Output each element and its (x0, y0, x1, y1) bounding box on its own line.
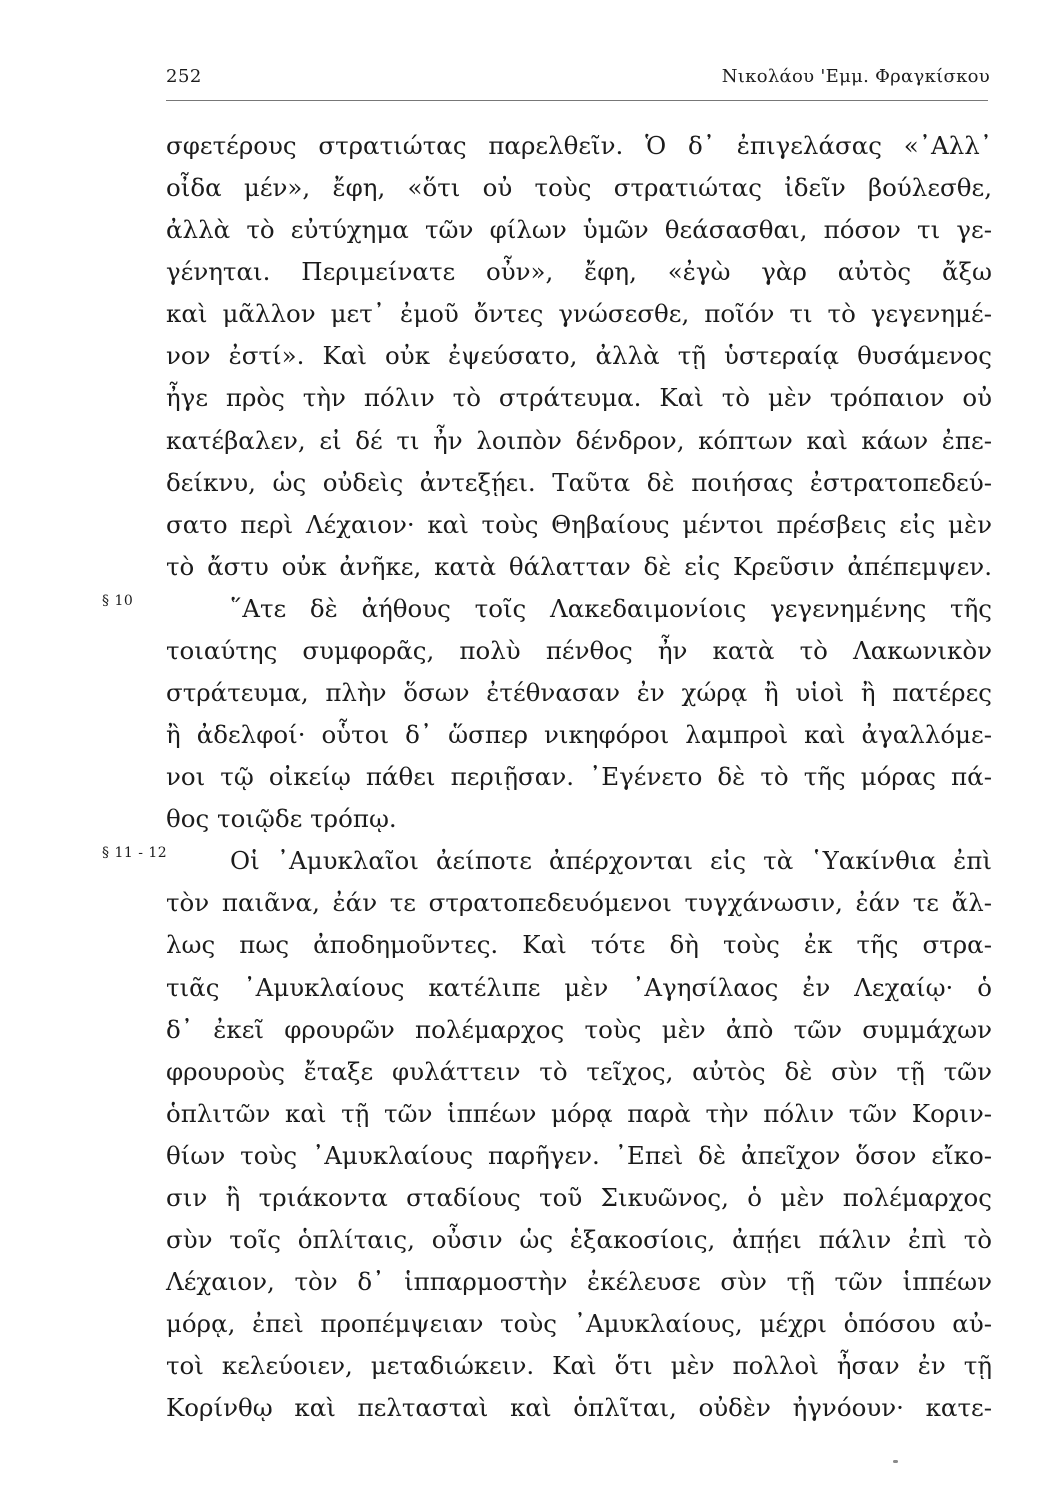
text-line: θος τοιῷδε τρόπῳ. (166, 804, 397, 834)
text-line: σατο περὶ Λέχαιον· καὶ τοὺς Θηβαίους μέντοι πρέσβεις εἰς μὲν (166, 509, 992, 539)
text-line: τοιαύτης συμφορᾶς, πολὺ πένθος ἦν κατὰ τὸ Λακωνικὸν (166, 635, 992, 665)
text-line: καὶ μᾶλλον μετ᾽ ἐμοῦ ὄντες γνώσεσθε, ποῖόν τι τὸ γεγενημέ- (166, 299, 992, 329)
text-line: τὸ ἄστυ οὐκ ἀνῆκε, κατὰ θάλατταν δὲ εἰς Κρεῦσιν ἀπέπεμψεν. (166, 551, 992, 581)
text-line: κατέβαλεν, εἰ δέ τι ἦν λοιπὸν δένδρον, κόπτων καὶ κάων ἐπε- (166, 425, 992, 455)
paragraph-start-line (102, 588, 992, 630)
header-rule (166, 100, 988, 101)
text-line: ὁπλιτῶν καὶ τῇ τῶν ἱππέων μόρᾳ παρὰ τὴν πόλιν τῶν Κοριν- (166, 1098, 992, 1128)
text-line: ῞Ατε δὲ ἀήθους τοῖς Λακεδαιμονίοις γεγενημένης τῆς (230, 593, 992, 623)
paragraph-start-line (102, 840, 992, 882)
body-text (102, 125, 992, 1429)
text-line: σφετέρους στρατιώτας παρελθεῖν. Ὁ δ᾽ ἐπιγελάσας «᾽Αλλ᾽ (166, 131, 992, 160)
text-line: τὸν παιᾶνα, ἐάν τε στρατοπεδευόμενοι τυγχάνωσιν, ἐάν τε ἄλ- (166, 888, 992, 918)
text-line: τιᾶς ᾽Αμυκλαίους κατέλιπε μὲν ᾽Αγησίλαος ἐν Λεχαίῳ· ὁ (166, 972, 992, 1002)
page-number: 252 (166, 66, 202, 87)
section-marker: § 10 (102, 592, 134, 609)
text-line: οἶδα μέν», ἔφη, «ὅτι οὐ τοὺς στρατιώτας ἰδεῖν βούλεσθε, (166, 173, 992, 203)
page-header (166, 66, 990, 96)
text-line: στράτευμα, πλὴν ὅσων ἐτέθνασαν ἐν χώρᾳ ἢ υἱοὶ ἢ πατέρες (166, 678, 992, 708)
text-line: Λέχαιον, τὸν δ᾽ ἱππαρμοστὴν ἐκέλευσε σὺν τῇ τῶν ἱππέων (166, 1267, 992, 1297)
text-line: ἀλλὰ τὸ εὐτύχημα τῶν φίλων ὑμῶν θεάσασθαι, πόσον τι γε- (166, 215, 992, 245)
text-line: θίων τοὺς ᾽Αμυκλαίους παρῆγεν. ᾽Επεὶ δὲ ἀπεῖχον ὅσον εἴκο- (166, 1140, 992, 1170)
text-line: μόρᾳ, ἐπεὶ προπέμψειαν τοὺς ᾽Αμυκλαίους, μέχρι ὁπόσου αὐ- (166, 1309, 992, 1339)
text-line: λως πως ἀποδημοῦντες. Καὶ τότε δὴ τοὺς ἐκ τῆς στρα- (166, 930, 992, 960)
text-line: φρουροὺς ἔταξε φυλάττειν τὸ τεῖχος, αὐτὸς δὲ σὺν τῇ τῶν (166, 1056, 992, 1086)
paper-speck (893, 1460, 898, 1463)
text-line: ἢ ἀδελφοί· οὗτοι δ᾽ ὥσπερ νικηφόροι λαμπροὶ καὶ ἀγαλλόμε- (166, 720, 992, 750)
text-line: δείκνυ, ὡς οὐδεὶς ἀντεξῄει. Ταῦτα δὲ ποιήσας ἐστρατοπεδεύ- (166, 467, 992, 497)
text-line: ἦγε πρὸς τὴν πόλιν τὸ στράτευμα. Καὶ τὸ μὲν τρόπαιον οὐ (166, 383, 992, 413)
text-line: Οἱ ᾽Αμυκλαῖοι ἀείποτε ἀπέρχονται εἰς τὰ ῾Υακίνθια ἐπὶ (230, 846, 992, 876)
text-line: νον ἐστί». Καὶ οὐκ ἐψεύσατο, ἀλλὰ τῇ ὑστεραίᾳ θυσάμενος (166, 341, 992, 371)
text-line: Κορίνθῳ καὶ πελτασταὶ καὶ ὁπλῖται, οὐδὲν ἠγνόουν· κατε- (166, 1393, 992, 1423)
section-marker: § 11 - 12 (102, 845, 168, 862)
text-line: τοὶ κελεύοιεν, μεταδιώκειν. Καὶ ὅτι μὲν πολλοὶ ἦσαν ἐν τῇ (166, 1351, 992, 1381)
text-line: σὺν τοῖς ὁπλίταις, οὖσιν ὡς ἑξακοσίοις, ἀπῄει πάλιν ἐπὶ τὸ (166, 1225, 992, 1255)
text-line: νοι τῷ οἰκείῳ πάθει περιῇσαν. ᾽Εγένετο δὲ τὸ τῆς μόρας πά- (166, 762, 992, 792)
text-line: γένηται. Περιμείνατε οὖν», ἔφη, «ἐγὼ γὰρ αὐτὸς ἄξω (166, 257, 992, 287)
text-line: δ᾽ ἐκεῖ φρουρῶν πολέμαρχος τοὺς μὲν ἀπὸ τῶν συμμάχων (166, 1014, 992, 1044)
running-head: Νικολάου 'Εμμ. Φραγκίσκου (721, 66, 990, 87)
text-line: σιν ἢ τριάκοντα σταδίους τοῦ Σικυῶνος, ὁ μὲν πολέμαρχος (166, 1182, 992, 1212)
